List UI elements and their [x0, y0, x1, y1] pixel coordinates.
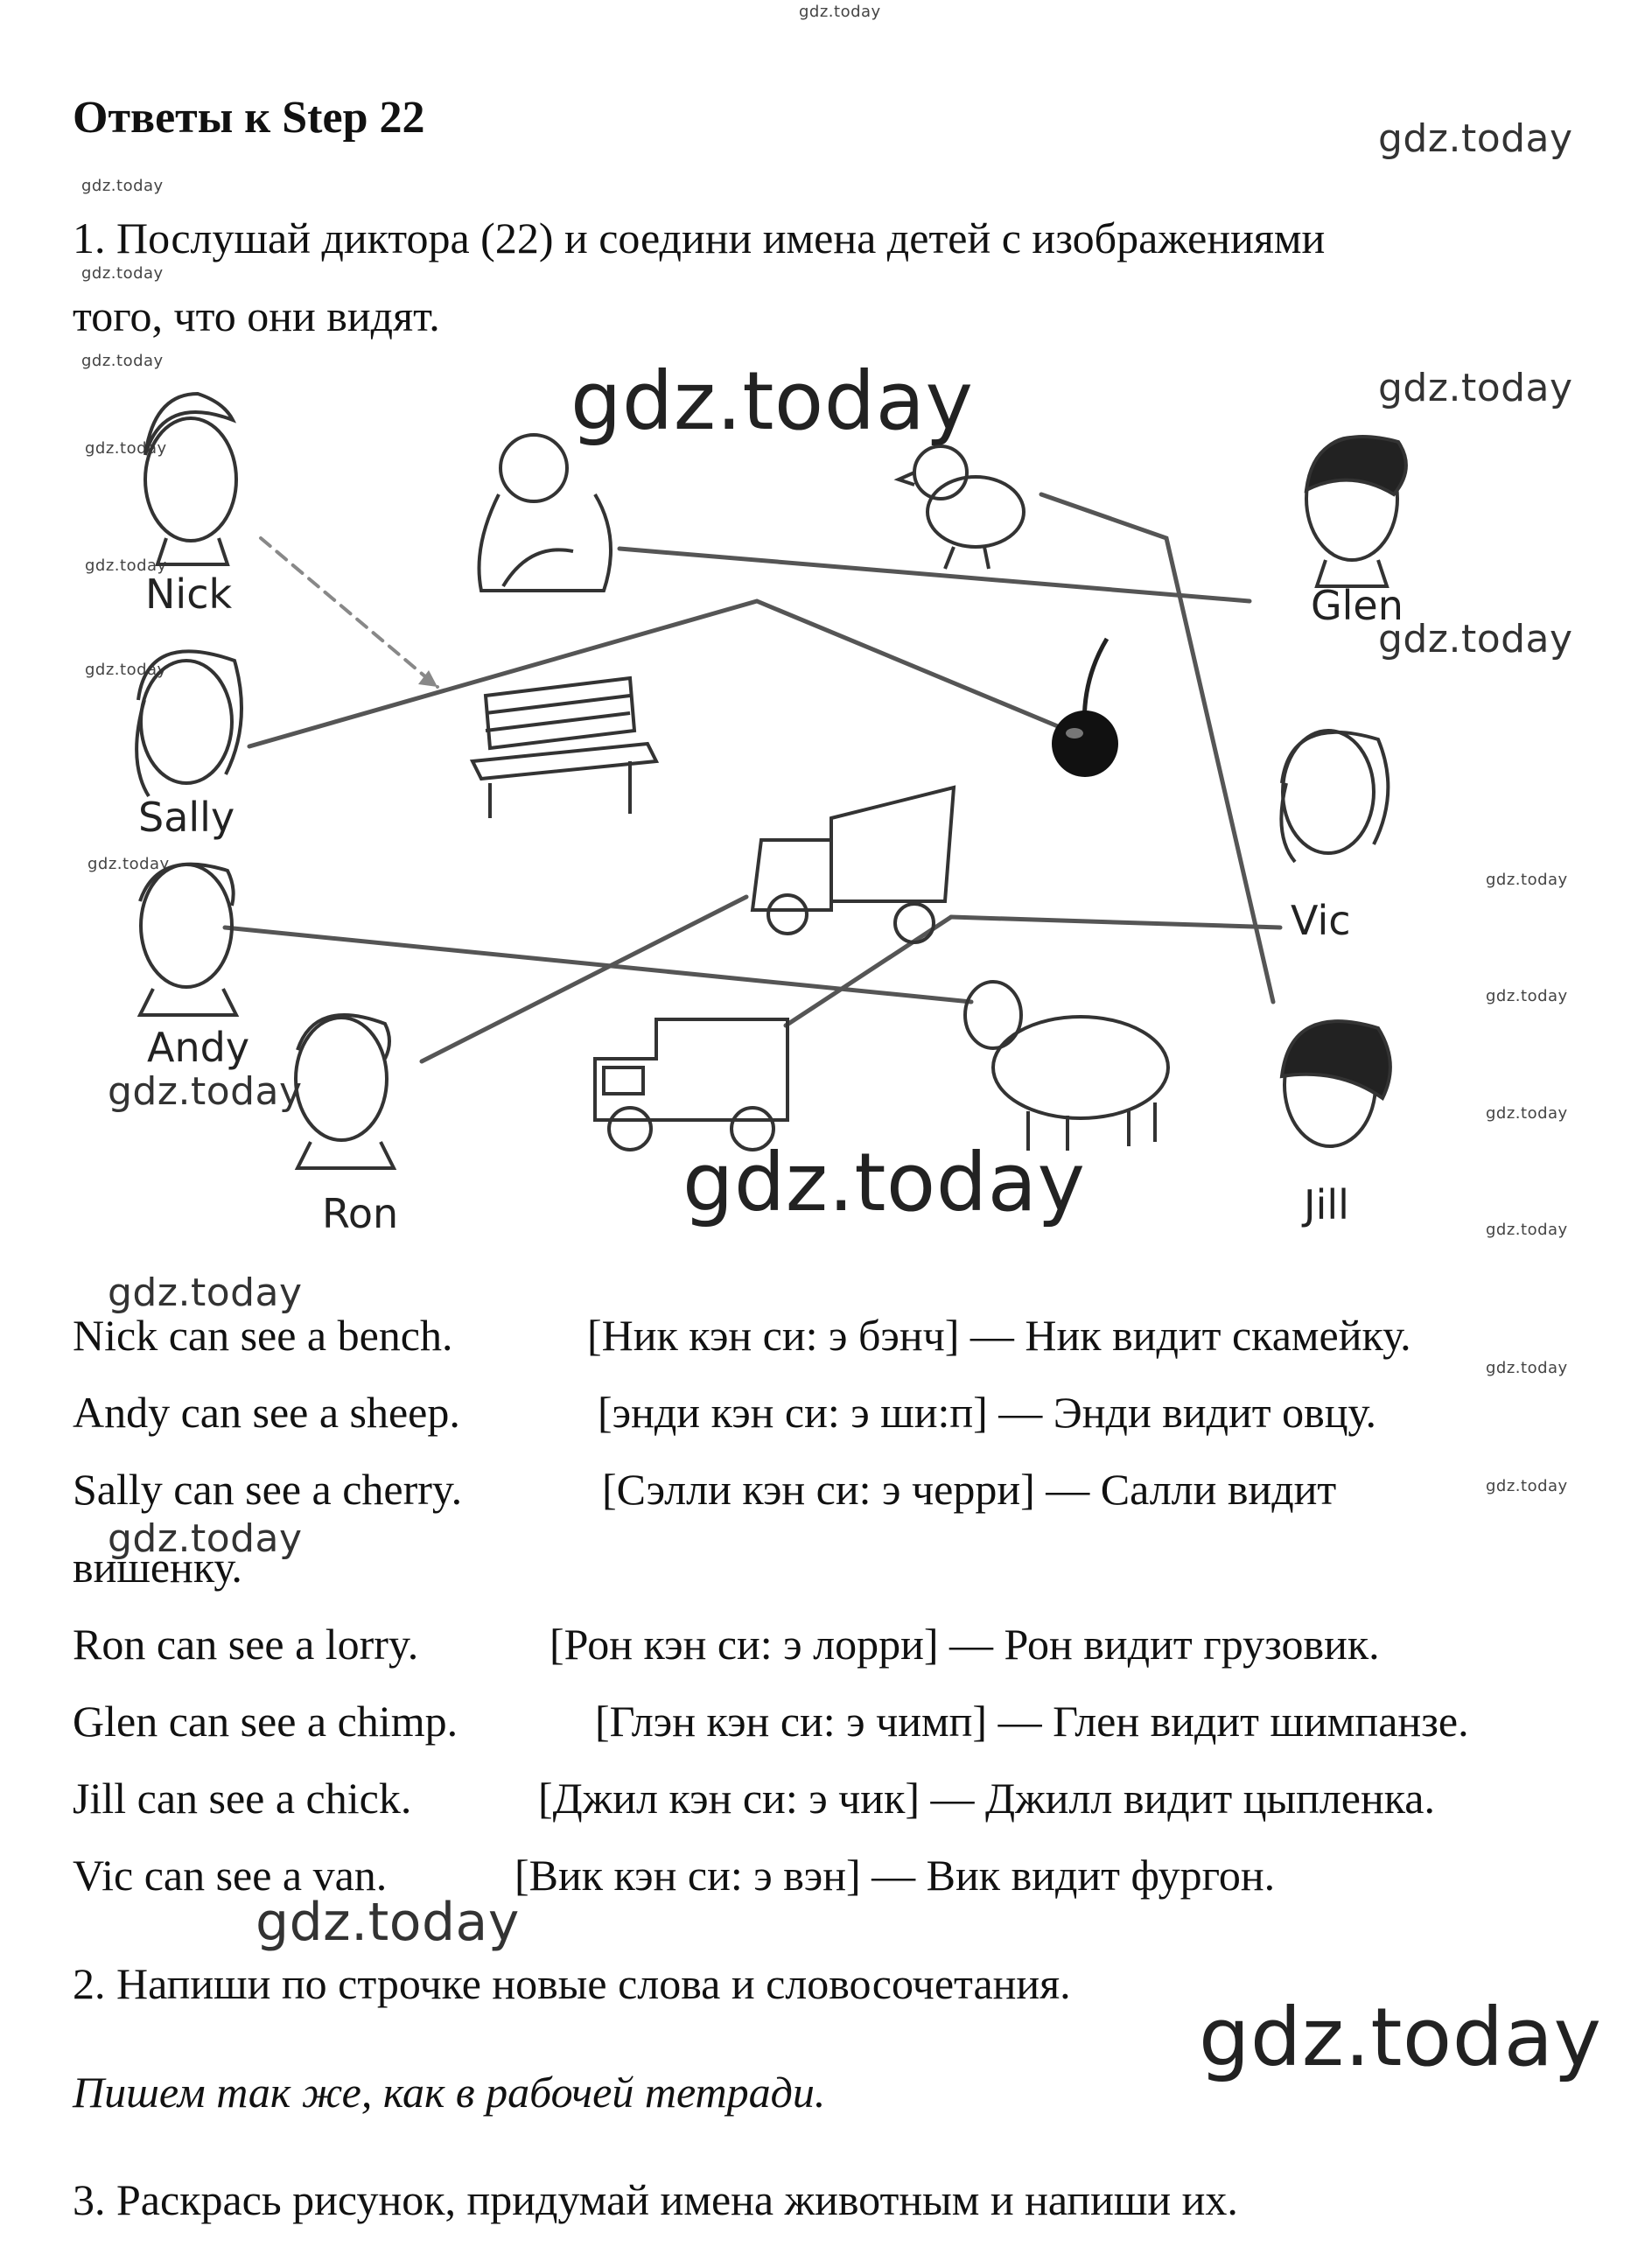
connector-andy-sheep — [225, 928, 971, 1002]
answer-ru: [Глэн кэн си: э чимп] — Глен видит шимпанзе. — [595, 1697, 1469, 1746]
watermark: gdz.today — [108, 1270, 303, 1315]
child-vic-figure — [1281, 731, 1388, 862]
connector-glen-chimp — [620, 549, 1250, 601]
child-nick-figure — [145, 394, 236, 564]
task1-text-line1: 1. Послушай диктора (22) и соедини имена детей с изображениями — [73, 214, 1326, 262]
answer-ru: [Рон кэн си: э лорри] — Рон видит грузовик. — [550, 1620, 1380, 1669]
child-glen-figure — [1306, 437, 1406, 586]
label-vic: Vic — [1291, 897, 1351, 944]
answer-line-continuation — [73, 1542, 242, 1592]
connector-sally-cherry — [249, 601, 1074, 746]
watermark: gdz.today — [1378, 617, 1573, 662]
watermark: gdz.today — [81, 177, 164, 195]
van-icon — [595, 1019, 788, 1150]
watermark: gdz.today — [1486, 1477, 1568, 1495]
watermark: gdz.today — [1486, 1221, 1568, 1239]
watermark: gdz.today — [1486, 987, 1568, 1005]
answer-en: Andy can see a sheep. — [73, 1388, 460, 1437]
child-andy-figure — [140, 864, 236, 1015]
answer-en: Jill can see a chick. — [73, 1774, 412, 1823]
label-andy: Andy — [147, 1024, 250, 1071]
answer-line — [73, 1850, 1276, 1900]
watermark: gdz.today — [81, 352, 164, 370]
watermark: gdz.today — [108, 1516, 303, 1561]
answer-ru: [Ник кэн си: э бэнч] — Ник видит скамейку. — [587, 1311, 1411, 1360]
watermark: gdz.today — [1378, 116, 1573, 161]
watermark: gdz.today — [85, 661, 167, 679]
watermark: gdz.today — [570, 354, 974, 448]
lorry-icon — [752, 788, 954, 942]
chick-icon — [899, 446, 1024, 569]
child-jill-figure — [1282, 1021, 1390, 1146]
watermark: gdz.today — [81, 264, 164, 283]
watermark: gdz.today — [88, 855, 170, 873]
watermark: gdz.today — [85, 556, 167, 575]
watermark: gdz.today — [108, 1069, 303, 1114]
connector-ron-lorry — [422, 897, 746, 1061]
answer-en: Vic can see a van. — [73, 1851, 388, 1900]
task2-answer: Пишем так же, как в рабочей тетради. — [73, 2068, 826, 2117]
watermark: gdz.today — [1486, 871, 1568, 889]
answer-line — [73, 1619, 1380, 1670]
chimp-icon — [480, 435, 612, 591]
answer-line — [73, 1696, 1469, 1746]
answer-ru: [Сэлли кэн си: э черри] — Салли видит — [602, 1465, 1337, 1514]
label-sally: Sally — [138, 794, 235, 841]
answer-en: Sally can see a cherry. — [73, 1465, 463, 1514]
page-title: Ответы к Step 22 — [73, 93, 425, 143]
cherry-icon — [1052, 639, 1118, 777]
child-sally-figure — [136, 651, 242, 796]
watermark: gdz.today — [1486, 1104, 1568, 1123]
connector-vic-van-b — [951, 917, 1280, 928]
task2-text: 2. Напиши по строчке новые слова и словосочетания. — [73, 1959, 1071, 2008]
sheep-icon — [965, 982, 1168, 1151]
answer-ru: [Джил кэн си: э чик] — Джилл видит цыпленка. — [538, 1774, 1435, 1823]
watermark: gdz.today — [1486, 1359, 1568, 1377]
answer-ru: [Вик кэн си: э вэн] — Вик видит фургон. — [514, 1851, 1276, 1900]
answer-line — [73, 1310, 1411, 1361]
connector-vic-van-a — [786, 917, 951, 1026]
answer-ru-cont: вишенку. — [73, 1543, 242, 1592]
answer-line — [73, 1387, 1377, 1438]
answer-ru: [энди кэн си: э ши:п] — Энди видит овцу. — [598, 1388, 1377, 1437]
label-glen: Glen — [1311, 582, 1404, 629]
answer-line — [73, 1773, 1435, 1824]
answer-en: Glen can see a chimp. — [73, 1697, 458, 1746]
watermark: gdz.today — [256, 1892, 520, 1953]
task3-text: 3. Раскрась рисунок, придумай имена животным и напиши их. — [73, 2175, 1238, 2224]
label-jill: Jill — [1304, 1181, 1349, 1228]
label-ron: Ron — [322, 1190, 399, 1237]
task1-text-line2: того, что они видят. — [73, 291, 440, 340]
answer-line — [73, 1464, 1337, 1515]
answer-en: Ron can see a lorry. — [73, 1620, 419, 1669]
label-nick: Nick — [145, 570, 233, 618]
connector-nick-bench — [261, 538, 438, 687]
child-ron-figure — [296, 1015, 394, 1168]
watermark: gdz.today — [1199, 1991, 1602, 2084]
watermark: gdz.today — [85, 439, 167, 458]
watermark: gdz.today — [1378, 366, 1573, 410]
watermark: gdz.today — [799, 3, 881, 21]
bench-icon — [472, 678, 656, 818]
answer-en: Nick can see a bench. — [73, 1311, 453, 1360]
watermark: gdz.today — [682, 1136, 1086, 1229]
